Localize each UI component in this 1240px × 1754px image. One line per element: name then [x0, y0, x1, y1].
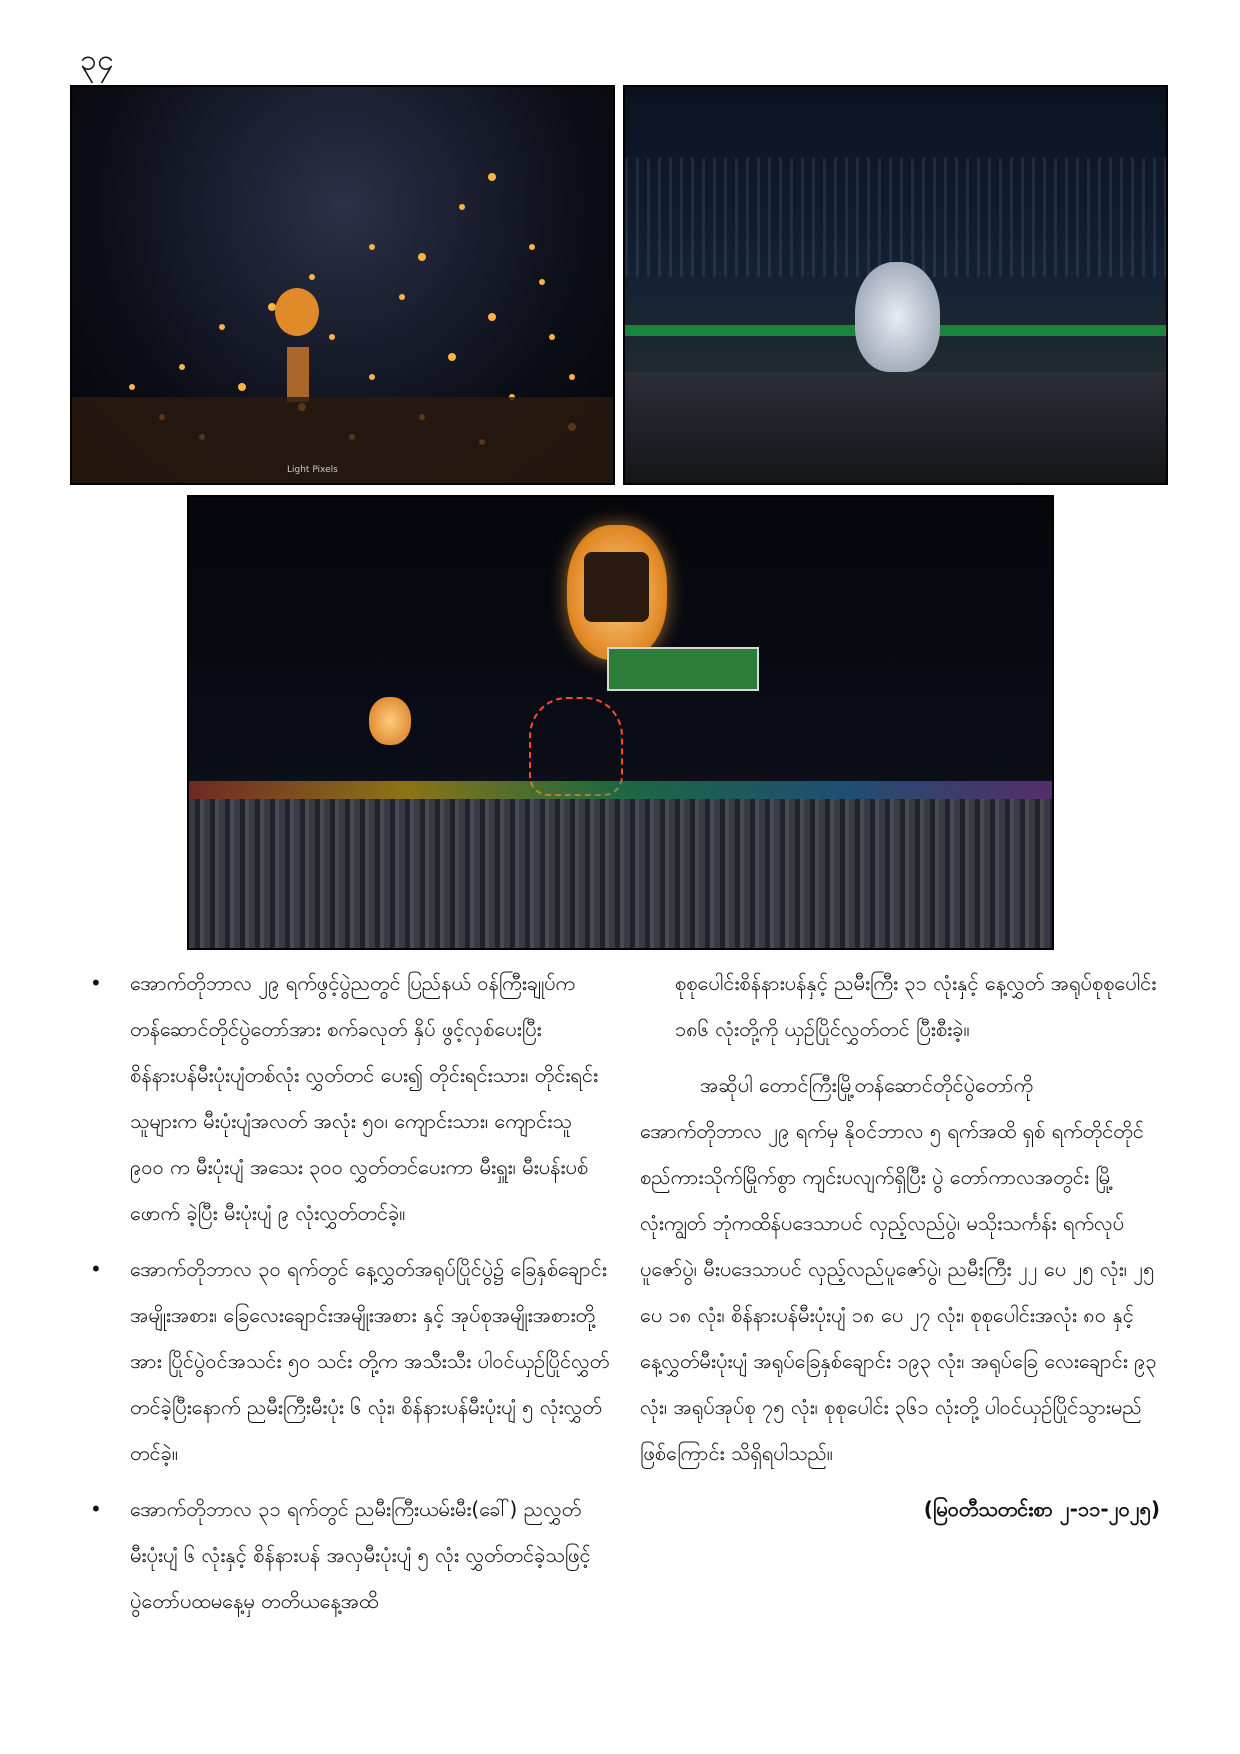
bullet-text: အောက်တိုဘာလ ၃၀ ရက်တွင် နေ့လွှတ်အရုပ်ပြိုင်ပွဲ၌ ခြေနှစ်ချောင်းအမျိုးအစား၊ ခြေလေးချောင်းအမျိုးအစား နှင့် အုပ်စုအမျိုးအစားတို့အား ပြိုင်ပွဲဝင်အသင်း ၅၀ သင်း တို့က အသီးသီး ပါဝင်ယှဉ်ပြိုင်လွှတ်တင်ခဲ့ပြီးနောက် ညမီးကြီးမီးပုံး ၆ လုံး၊ စိန်နားပန်မီးပုံးပျံ ၅ လုံးလွှတ်တင်ခဲ့။	[130, 1257, 610, 1465]
bullet-text: အောက်တိုဘာလ ၂၉ ရက်ဖွင့်ပွဲညတွင် ပြည်နယ် ဝန်ကြီးချုပ်က တန်ဆောင်တိုင်ပွဲတော်အား စက်ခလုတ် နှိပ် ဖွင့်လှစ်ပေးပြီး စိန်နားပန်မီးပုံးပျံတစ်လုံး လွှတ်တင် ပေး၍ တိုင်းရင်းသား၊ တိုင်းရင်းသူများက မီးပုံးပျံအလတ် အလုံး ၅၀၊ ကျောင်းသား၊ ကျောင်းသူ ၉၀၀ က မီးပုံးပျံ အသေး ၃၀၀ လွှတ်တင်ပေးကာ မီးရှူး၊ မီးပန်းပစ်ဖောက် ခဲ့ပြီး မီးပုံးပျံ ၉ လုံးလွှတ်တင်ခဲ့။	[130, 971, 599, 1225]
green-signboard	[607, 647, 759, 691]
buddha-image-panel	[584, 552, 649, 622]
hillside-lights	[625, 158, 1166, 277]
balloon-launch-photo	[623, 85, 1168, 485]
photo-watermark: Light Pixels	[287, 465, 338, 475]
crowd	[189, 799, 1052, 948]
festival-stalls	[189, 781, 1052, 799]
crowd	[625, 372, 1166, 483]
bullet-text: အောက်တိုဘာလ ၃၁ ရက်တွင် ညမီးကြီးယမ်းမီး(ခေါ်) ညလွှတ်မီးပုံးပျံ ၆ လုံးနှင့် စိန်နားပန် အလှမီးပုံးပျံ ၅ လုံး လွှတ်တင်ခဲ့သဖြင့် ပွဲတော်ပထမနေ့မှ တတိယနေ့အထိ	[130, 1497, 591, 1613]
bullet-item	[90, 1246, 610, 1476]
lantern-balloon-crowd-photo	[187, 495, 1054, 950]
small-lantern	[369, 697, 411, 745]
page-number: ၃၄	[80, 43, 114, 78]
hot-air-balloon	[855, 262, 940, 372]
body-paragraph: အဆိုပါ တောင်ကြီးမြို့တန်ဆောင်တိုင်ပွဲတော်ကို အောက်တိုဘာလ ၂၉ ရက်မှ နိုဝင်ဘာလ ၅ ရက်အထိ ရှစ် ရက်တိုင်တိုင် စည်ကားသိုက်မြိုက်စွာ ကျင်းပလျက်ရှိပြီး ပွဲ တော်ကာလအတွင်း မြို့လုံးကျွတ် ဘုံကထိန်ပဒေသာပင် လှည့်လည်ပွဲ၊ မသိုးသင်္ကန်း ရက်လုပ်ပူဇော်ပွဲ၊ မီးပဒေသာပင် လှည့်လည်ပူဇော်ပွဲ၊ ညမီးကြီး ၂၂ ပေ ၂၅ လုံး၊ ၂၅ ပေ ၁၈ လုံး၊ စိန်နားပန်မီးပုံးပျံ ၁၈ ပေ ၂၇ လုံး၊ စုစုပေါင်းအလုံး ၈၀ နှင့် နေ့လွှတ်မီးပုံးပျံ အရုပ်ခြေနှစ်ချောင်း ၁၉၃ လုံး၊ အရုပ်ခြေ လေးချောင်း ၉၃ လုံး၊ အရုပ်အုပ်စု ၇၅ လုံး၊ စုစုပေါင်း ၃၆၁ လုံးတို့ ပါဝင်ယှဉ်ပြိုင်သွားမည်ဖြစ်ကြောင်း သိရှိရပါသည်။	[640, 1073, 1157, 1465]
bullet-item	[90, 960, 610, 1236]
left-column	[90, 960, 610, 1634]
sky-lanterns-photo	[70, 85, 615, 485]
continuation-text: စုစုပေါင်းစိန်နားပန်နှင့် ညမီးကြီး ၃၁ လုံးနှင့် နေ့လွှတ် အရုပ်စုစုပေါင်း ၁၈၆ လုံးတို့ကို ယှဉ်ပြိုင်လွှတ်တင် ပြီးစီးခဲ့။	[675, 971, 1157, 1041]
floating-lanterns	[72, 87, 615, 485]
bullet-icon: •	[90, 971, 102, 995]
bullet-icon: •	[90, 1497, 102, 1521]
right-column	[640, 960, 1160, 1542]
source-citation: (မြဝတီသတင်းစာ ၂-၁၁-၂၀၂၅)	[923, 1497, 1160, 1521]
bullet-item	[90, 1486, 610, 1624]
bullet-icon: •	[90, 1257, 102, 1281]
